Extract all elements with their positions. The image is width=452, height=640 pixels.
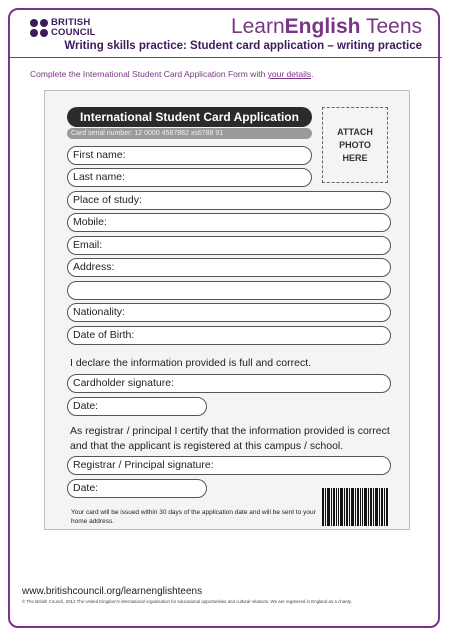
card-serial-number: Card serial number: 12 0000 4567882 xs6788 91: [67, 128, 312, 139]
footer-url[interactable]: www.britishcouncil.org/learnenglishteens: [22, 586, 203, 597]
address-line-2-field[interactable]: [67, 281, 391, 300]
barcode-icon: [322, 488, 388, 526]
logo-text: BRITISH COUNCIL: [51, 17, 96, 38]
instruction-text: Complete the International Student Card Application Form with your details.: [30, 69, 314, 79]
registrar-date-field[interactable]: Date:: [67, 479, 207, 498]
cardholder-date-field[interactable]: Date:: [67, 397, 207, 416]
card-title: International Student Card Application: [67, 107, 312, 127]
cardholder-signature-field[interactable]: Cardholder signature:: [67, 374, 391, 393]
attach-photo-label: ATTACH PHOTO HERE: [337, 126, 373, 163]
first-name-field[interactable]: First name:: [67, 146, 312, 165]
issue-notice: Your card will be issued within 30 days of the application date and will be sent to your home address.: [71, 509, 316, 525]
learnenglish-teens-brand: LearnEnglish Teens: [230, 15, 422, 38]
last-name-field[interactable]: Last name:: [67, 168, 312, 187]
declaration-statement: I declare the information provided is full and correct.: [70, 357, 312, 369]
footer-legal-text: © The British Council, 2012 The United Kingdom’s international organisation for educational opportunities and cultural relations. We are registered in England as a charity.: [22, 599, 352, 604]
page-subtitle: Writing skills practice: Student card application – writing practice: [64, 40, 422, 52]
place-of-study-field[interactable]: Place of study:: [67, 191, 391, 210]
mobile-field[interactable]: Mobile:: [67, 213, 391, 232]
address-field[interactable]: Address:: [67, 258, 391, 277]
certification-statement: As registrar / principal I certify that the information provided is correct and that the applicant is registered at this campus / school.: [70, 425, 390, 452]
registrar-signature-field[interactable]: Registrar / Principal signature:: [67, 456, 391, 475]
date-of-birth-field[interactable]: Date of Birth:: [67, 326, 391, 345]
attach-photo-box[interactable]: [322, 107, 388, 183]
logo-dots-icon: [30, 19, 48, 37]
email-field[interactable]: Email:: [67, 236, 391, 255]
header-divider: [10, 57, 442, 58]
nationality-field[interactable]: Nationality:: [67, 303, 391, 322]
your-details-link[interactable]: your details: [267, 69, 312, 79]
